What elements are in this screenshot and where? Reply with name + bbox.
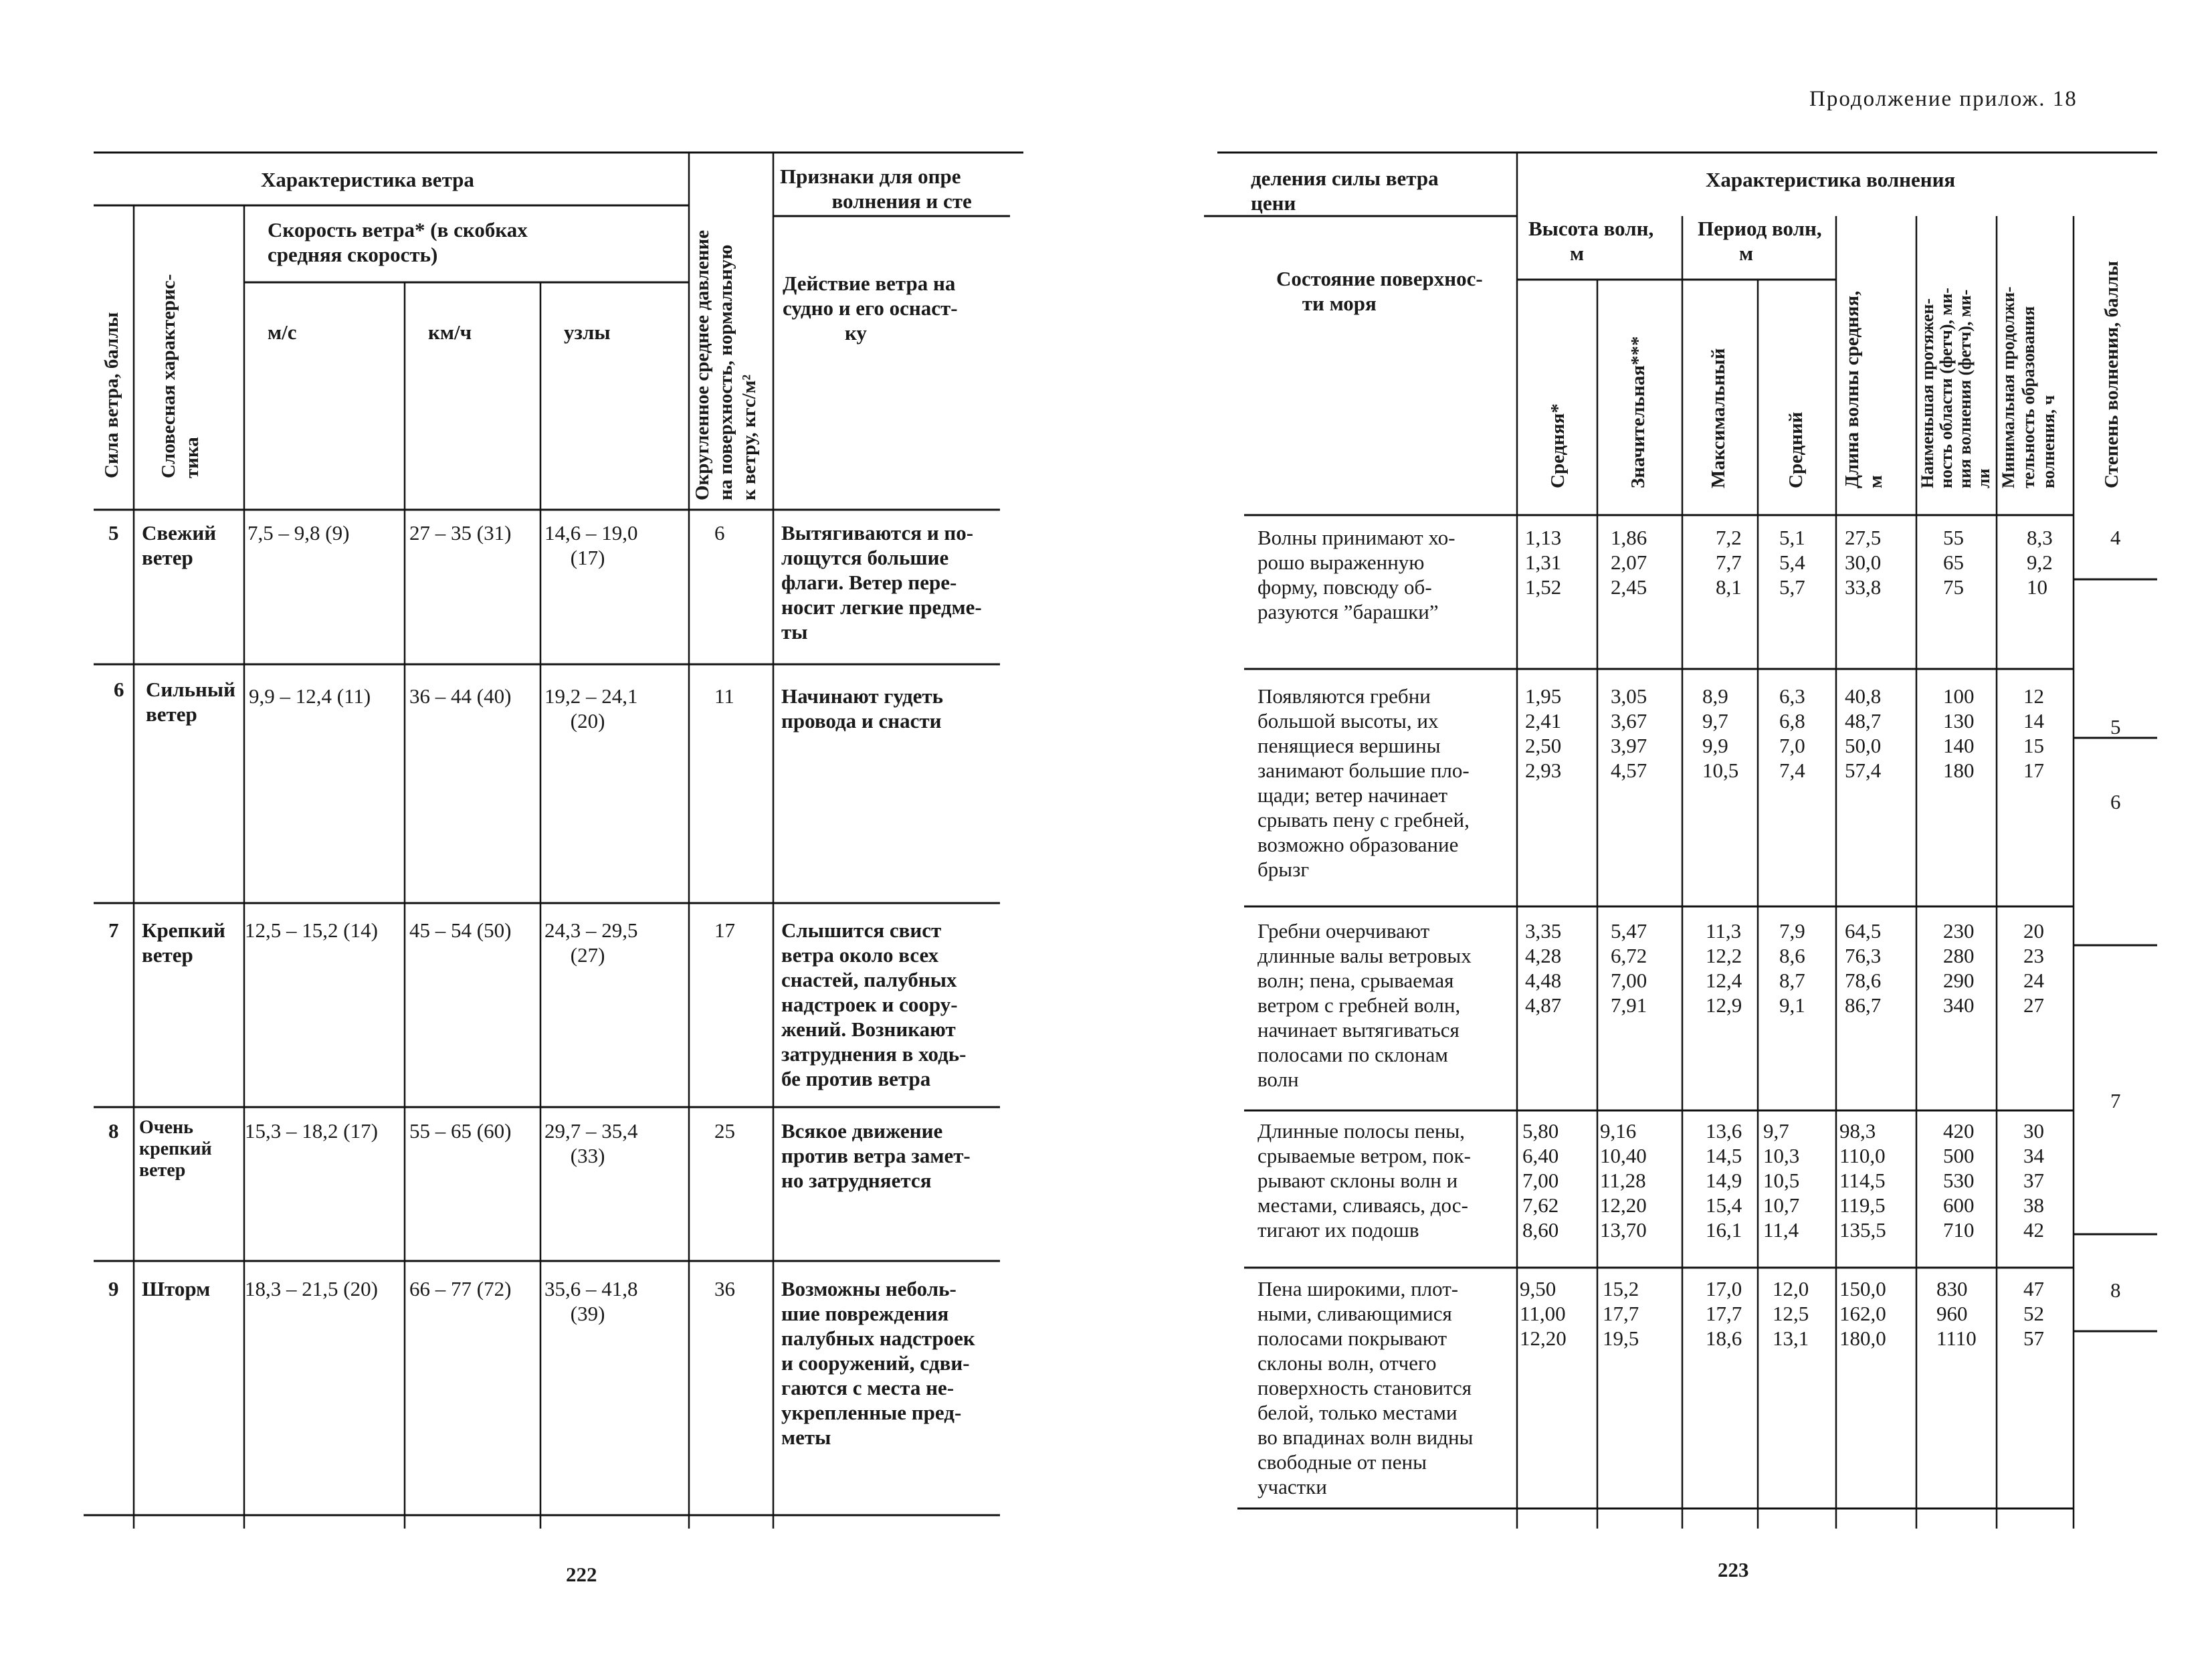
header-wind-force: Сила ветра, баллы (101, 312, 122, 478)
row-period-average: 6,3 6,8 7,0 7,4 (1779, 684, 1805, 782)
row-height-average: 1,95 2,41 2,50 2,93 (1525, 684, 1562, 782)
row-speed-kmh: 66 – 77 (72) (409, 1277, 512, 1300)
row-effect: Слышится свист ветра около всех снастей, палубных надстроек и соору- жений. Возникают затруднения в ходь- бе против ветра (781, 918, 967, 1090)
header-sea-state: Состояние поверхнос- ти моря (1276, 267, 1483, 315)
row-effect: Всякое движение против ветра замет- но затрудняется (781, 1119, 971, 1192)
header-duration: Минимальная продолжи- тельность образования волнения, ч (1999, 286, 2058, 488)
row-duration: 30 34 37 38 42 (2023, 1119, 2044, 1242)
row-duration: 47 52 57 (2023, 1277, 2044, 1350)
row-period-average: 12,0 12,5 13,1 (1773, 1277, 1809, 1350)
sea-degree: 8 (2110, 1278, 2121, 1302)
row-duration: 8,3 9,2 10 (2027, 526, 2053, 599)
row-fetch: 55 65 75 (1943, 526, 1964, 599)
header-effect-on-ship: Действие ветра на судно и его оснаст- ку (783, 272, 958, 345)
row-name: Сильный ветер (146, 678, 235, 726)
row-name: Крепкий ветер (142, 918, 225, 967)
row-fetch: 420 500 530 600 710 (1943, 1119, 1975, 1242)
row-height-average: 9,50 11,00 12,20 (1520, 1277, 1567, 1350)
row-speed-knots: 14,6 – 19,0 (17) (544, 521, 638, 569)
header-wave-period: Период волн, м (1698, 217, 1822, 265)
row-wave-length: 64,5 76,3 78,6 86,7 (1845, 919, 1882, 1017)
row-speed-knots: 35,6 – 41,8 (39) (544, 1277, 638, 1325)
row-period-average: 5,1 5,4 5,7 (1779, 526, 1805, 599)
header-knots: узлы (564, 320, 611, 344)
header-wave-length: Длина волны средняя, м (1841, 290, 1886, 488)
row-pressure: 6 (714, 521, 725, 545)
sea-degree: 4 (2110, 526, 2121, 549)
sea-degree: 7 (2110, 1089, 2121, 1112)
header-wave-height: Высота волн, м (1528, 217, 1654, 265)
row-name: Свежий ветер (142, 521, 217, 569)
row-wave-length: 40,8 48,7 50,0 57,4 (1845, 684, 1882, 782)
header-wind-speed: Скорость ветра* (в скобках средняя скорость) (268, 218, 528, 266)
row-speed-ms: 15,3 – 18,2 (17) (245, 1119, 378, 1143)
row-pressure: 36 (714, 1277, 735, 1300)
row-height-average: 3,35 4,28 4,48 4,87 (1525, 919, 1562, 1017)
header-period-maximum: Максимальный (1708, 348, 1729, 488)
header-period-average: Средний (1785, 411, 1807, 488)
header-kmh: км/ч (428, 320, 472, 344)
row-height-average: 1,13 1,31 1,52 (1525, 526, 1562, 599)
row-force: 6 (114, 678, 124, 701)
row-height-significant: 1,86 2,07 2,45 (1611, 526, 1647, 599)
row-fetch: 100 130 140 180 (1943, 684, 1975, 782)
header-ms: м/с (268, 320, 297, 344)
header-fetch: Наименьшая протяжен- ность области (фетч), ми- ния волнения (фетч), ми- ли (1918, 288, 1993, 488)
header-sea-degree: Степень волнения, баллы (2101, 260, 2122, 488)
row-sea-state: Появляются гребни большой высоты, их пенящиеся вершины занимают большие пло- щади; ветер начинает срывать пену с гребней, возможно образование брызг (1258, 684, 1470, 881)
row-period-average: 9,7 10,3 10,5 10,7 11,4 (1763, 1119, 1800, 1242)
row-duration: 20 23 24 27 (2023, 919, 2044, 1017)
row-period-average: 7,9 8,6 8,7 9,1 (1779, 919, 1805, 1017)
row-pressure: 25 (714, 1119, 735, 1143)
row-force: 5 (108, 521, 119, 545)
page-number-left: 222 (566, 1563, 597, 1586)
sea-degree: 6 (2110, 790, 2121, 813)
row-sea-state: Пена широкими, плот- ными, сливающимися полосами покрывают склоны волн, отчего поверхность становится белой, только местами во впадинах волн видны свободные от пены участки (1258, 1277, 1474, 1498)
page-number-right: 223 (1718, 1558, 1749, 1581)
row-speed-ms: 18,3 – 21,5 (20) (245, 1277, 378, 1300)
row-speed-ms: 12,5 – 15,2 (14) (245, 918, 378, 942)
row-speed-kmh: 45 – 54 (50) (409, 918, 512, 942)
header-signs-continued: деления силы ветра цени (1251, 167, 1439, 215)
row-duration: 12 14 15 17 (2023, 684, 2044, 782)
row-period-maximum: 7,2 7,7 8,1 (1716, 526, 1742, 599)
header-height-significant: Значительная*** (1627, 336, 1649, 488)
row-speed-knots: 29,7 – 35,4 (33) (544, 1119, 638, 1167)
header-wind-characteristics: Характеристика ветра (261, 168, 474, 191)
row-period-maximum: 13,6 14,5 14,9 15,4 16,1 (1706, 1119, 1742, 1242)
row-height-significant: 5,47 6,72 7,00 7,91 (1611, 919, 1647, 1017)
row-force: 7 (108, 918, 119, 942)
row-height-significant: 9,16 10,40 11,28 12,20 13,70 (1600, 1119, 1647, 1242)
header-wave-characteristics: Характеристика волнения (1706, 168, 1956, 191)
row-name: Шторм (142, 1277, 211, 1300)
row-period-maximum: 11,3 12,2 12,4 12,9 (1706, 919, 1742, 1017)
row-wave-length: 98,3 110,0 114,5 119,5 135,5 (1839, 1119, 1886, 1242)
row-period-maximum: 8,9 9,7 9,9 10,5 (1702, 684, 1739, 782)
row-effect: Возможны неболь- шие повреждения палубных надстроек и сооружений, сдви- гаются с места не- укрепленные пред- меты (781, 1277, 975, 1449)
header-signs: Признаки для опре волнения и сте (780, 165, 972, 213)
row-sea-state: Волны принимают хо- рошо выраженную форму, повсюду об- разуются ”барашки” (1258, 526, 1455, 623)
header-pressure: Округленное среднее давление на поверхность, нормальную к ветру, кгс/м² (692, 229, 760, 500)
row-height-average: 5,80 6,40 7,00 7,62 8,60 (1522, 1119, 1559, 1242)
sea-degree: 5 (2110, 715, 2121, 739)
row-speed-knots: 24,3 – 29,5 (27) (544, 918, 638, 967)
row-effect: Вытягиваются и по- лощутся большие флаги. Ветер пере- носит легкие предме- ты (781, 521, 982, 644)
row-speed-kmh: 55 – 65 (60) (409, 1119, 512, 1143)
row-fetch: 830 960 1110 (1936, 1277, 1977, 1350)
row-sea-state: Гребни очерчивают длинные валы ветровых волн; пена, срываемая ветром с гребней волн, начинает вытягиваться полосами по склонам волн (1258, 919, 1472, 1091)
row-speed-knots: 19,2 – 24,1 (20) (544, 684, 638, 733)
row-height-significant: 3,05 3,67 3,97 4,57 (1611, 684, 1647, 782)
row-period-maximum: 17,0 17,7 18,6 (1706, 1277, 1742, 1350)
header-height-average: Средняя* (1547, 403, 1569, 488)
running-header: Продолжение прилож. 18 (1809, 87, 2078, 111)
row-effect: Начинают гудеть провода и снасти (781, 684, 944, 733)
row-pressure: 17 (714, 918, 735, 942)
row-force: 8 (108, 1119, 119, 1143)
row-wave-length: 27,5 30,0 33,8 (1845, 526, 1882, 599)
row-speed-ms: 7,5 – 9,8 (9) (247, 521, 350, 545)
row-wave-length: 150,0 162,0 180,0 (1839, 1277, 1886, 1350)
row-pressure: 11 (714, 684, 734, 708)
header-verbal-characteristic: Словесная характерис- тика (158, 274, 203, 478)
row-name: Очень крепкий ветер (139, 1117, 212, 1181)
row-speed-kmh: 36 – 44 (40) (409, 684, 512, 708)
row-sea-state: Длинные полосы пены, срываемые ветром, пок- рывают склоны волн и местами, сливаясь, дос- тигают их подошв (1258, 1119, 1471, 1242)
row-fetch: 230 280 290 340 (1943, 919, 1975, 1017)
row-force: 9 (108, 1277, 119, 1300)
row-speed-kmh: 27 – 35 (31) (409, 521, 512, 545)
row-speed-ms: 9,9 – 12,4 (11) (249, 684, 371, 708)
row-height-significant: 15,2 17,7 19,5 (1603, 1277, 1639, 1350)
